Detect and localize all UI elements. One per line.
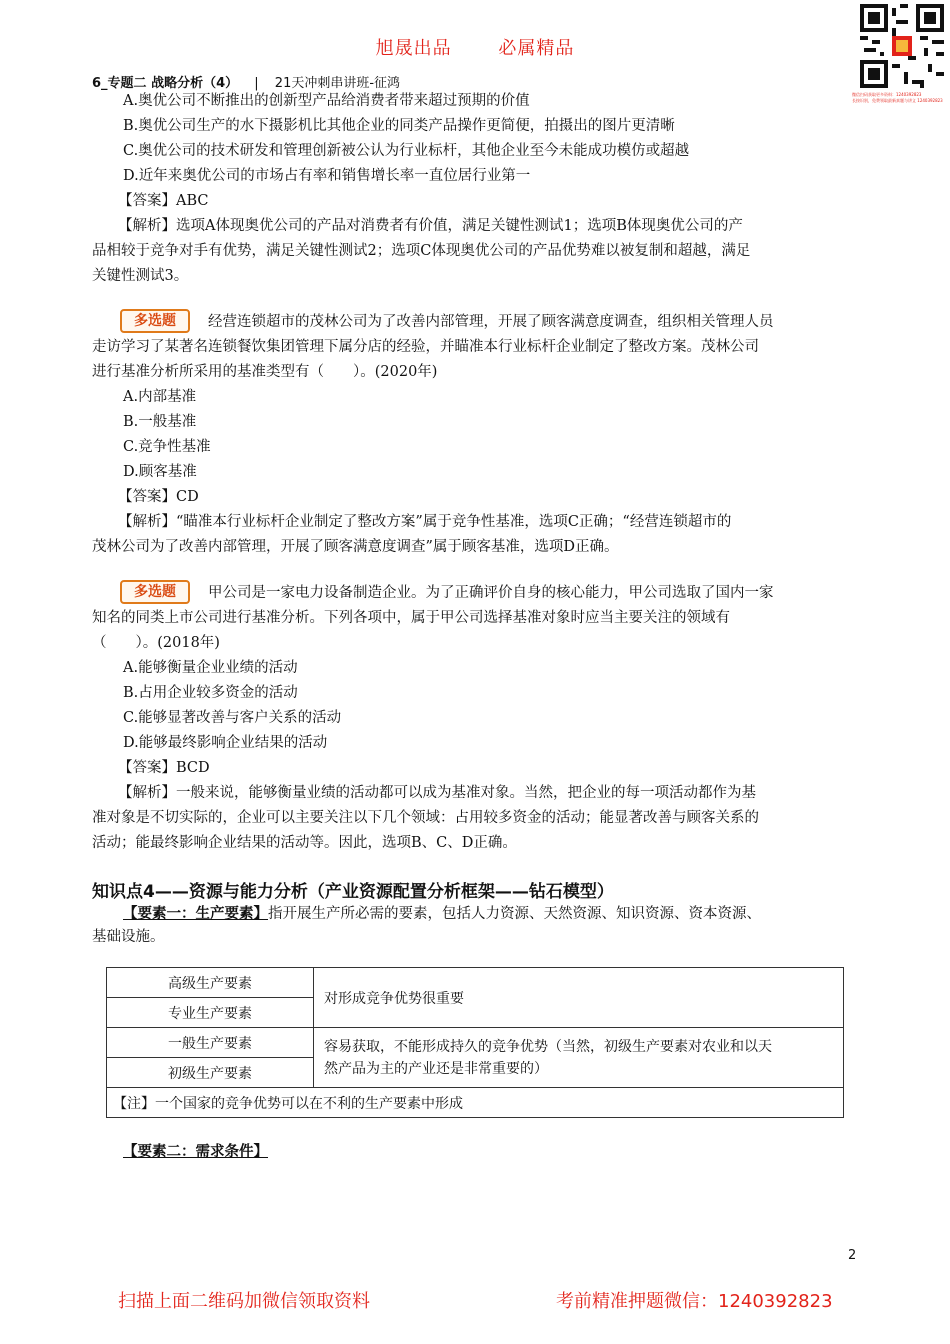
factor-specialized: 专业生产要素 (107, 998, 314, 1028)
production-factors-table (106, 967, 844, 1118)
q1-analysis-line-3: 关键性测试3。 (92, 268, 189, 284)
factor-desc-easy (314, 1028, 844, 1088)
q1-analysis-line-2: 品相较于竞争对手有优势，满足关键性测试2；选项C体现奥优公司的产品优势难以被复制和超越，满足 (92, 243, 751, 259)
factor-basic: 初级生产要素 (107, 1058, 314, 1088)
q1-answer: 【答案】ABC (118, 193, 209, 209)
q2-stem-line-2: 走访学习了某著名连锁餐饮集团管理下属分店的经验，并瞄准本行业标杆企业制定了整改方案。茂林公司 (92, 339, 759, 355)
q3-stem-line-1: 甲公司是一家电力设备制造企业。为了正确评价自身的核心能力，甲公司选取了国内一家 (208, 585, 774, 601)
q2-stem-line-1: 经营连锁超市的茂林公司为了改善内部管理，开展了顾客满意度调查，组织相关管理人员 (208, 314, 774, 330)
brand-left: 旭晟出品 (375, 38, 452, 59)
q2-analysis-line-2: 茂林公司为了改善内部管理，开展了顾客满意度调查”属于顾客基准，选项D正确。 (92, 539, 619, 555)
factor-desc-easy-line-1: 容易获取，不能形成持久的竞争优势（当然，初级生产要素对农业和以天 (324, 1038, 772, 1055)
q3-answer: 【答案】BCD (118, 760, 210, 776)
q1-option-d: D.近年来奥优公司的市场占有率和销售增长率一直位居行业第一 (123, 168, 531, 184)
factor-general: 一般生产要素 (107, 1028, 314, 1058)
q3-analysis-line-3: 活动；能最终影响企业结果的活动等。因此，选项B、C、D正确。 (92, 835, 517, 851)
running-course: 21天冲刺串讲班-征鸿 (274, 76, 401, 91)
section-heading: 知识点4——资源与能力分析（产业资源配置分析框架——钻石模型） (92, 882, 614, 902)
running-separator: | (254, 76, 259, 91)
q2-option-d: D.顾客基准 (123, 464, 197, 480)
q1-option-a: A.奥优公司不断推出的创新型产品给消费者带来超过预期的价值 (123, 93, 530, 109)
element-two-title: 【要素二：需求条件】 (123, 1144, 268, 1160)
qr-caption-line-2: 长按识别，免费领取最新真题与讲义 1240392823 (852, 98, 943, 103)
qr-caption (852, 92, 948, 104)
q2-option-a: A.内部基准 (123, 389, 197, 405)
q1-analysis-line-1: 【解析】选项A体现奥优公司的产品对消费者有价值，满足关键性测试1；选项B体现奥优公司的产 (118, 218, 743, 234)
q3-option-c: C.能够显著改善与客户关系的活动 (123, 710, 342, 726)
q2-option-c: C.竞争性基准 (123, 439, 211, 455)
brand-right: 必属精品 (498, 38, 575, 59)
running-title: 6_专题二 战略分析（4） (92, 76, 239, 91)
q3-option-a: A.能够衡量企业业绩的活动 (123, 660, 298, 676)
element-two-line (123, 1142, 268, 1162)
factor-desc-easy-line-2: 然产品为主的产业还是非常重要的） (324, 1060, 548, 1077)
footer-qr-prompt: 扫描上面二维码加微信领取资料 (118, 1291, 370, 1312)
footer-wechat-contact: 考前精准押题微信：1240392823 (556, 1291, 833, 1312)
qr-caption-line-1: 微信扫码获取更多资料：1240392823 (852, 92, 922, 97)
q3-option-d: D.能够最终影响企业结果的活动 (123, 735, 328, 751)
factor-desc-important: 对形成竞争优势很重要 (314, 968, 844, 1028)
table-note: 【注】一个国家的竞争优势可以在不利的生产要素中形成 (107, 1088, 844, 1118)
q2-answer: 【答案】CD (118, 489, 199, 505)
qr-code-icon[interactable] (860, 4, 944, 88)
table-row (107, 968, 844, 998)
multiple-choice-badge: 多选题 (120, 309, 190, 333)
table-row (107, 1088, 844, 1118)
q3-analysis-line-2: 准对象是不切实际的，企业可以主要关注以下几个领域：占用较多资金的活动；能显著改善与顾客关系的 (92, 810, 759, 826)
q3-analysis-line-1: 【解析】一般来说，能够衡量业绩的活动都可以成为基准对象。当然，把企业的每一项活动都作为基 (118, 785, 756, 801)
running-header (92, 72, 400, 91)
element-one-text: 指开展生产所必需的要素，包括人力资源、天然资源、知识资源、资本资源、 (268, 906, 761, 922)
qr-code-graphic (860, 4, 944, 88)
q2-stem-line-3: 进行基准分析所采用的基准类型有（ ）。(2020年) (92, 364, 438, 380)
element-one-title: 【要素一：生产要素】 (123, 906, 268, 922)
element-one-text-cont: 基础设施。 (92, 929, 165, 945)
page-number: 2 (848, 1248, 857, 1263)
q2-analysis-line-1: 【解析】“瞄准本行业标杆企业制定了整改方案”属于竞争性基准，选项C正确；“经营连锁超市的 (118, 514, 732, 530)
element-one-line (123, 904, 761, 924)
q3-stem-line-3: （ ）。(2018年) (92, 635, 220, 651)
q1-option-b: B.奥优公司生产的水下摄影机比其他企业的同类产品操作更简便，拍摄出的图片更清晰 (123, 118, 675, 134)
q1-option-c: C.奥优公司的技术研发和管理创新被公认为行业标杆，其他企业至今未能成功模仿或超越 (123, 143, 690, 159)
multiple-choice-badge: 多选题 (120, 580, 190, 604)
q3-stem-line-2: 知名的同类上市公司进行基准分析。下列各项中，属于甲公司选择基准对象时应当主要关注的领域有 (92, 610, 730, 626)
brand-banner (0, 34, 950, 60)
q3-option-b: B.占用企业较多资金的活动 (123, 685, 298, 701)
table-row (107, 1028, 844, 1058)
q2-option-b: B.一般基准 (123, 414, 197, 430)
factor-advanced: 高级生产要素 (107, 968, 314, 998)
